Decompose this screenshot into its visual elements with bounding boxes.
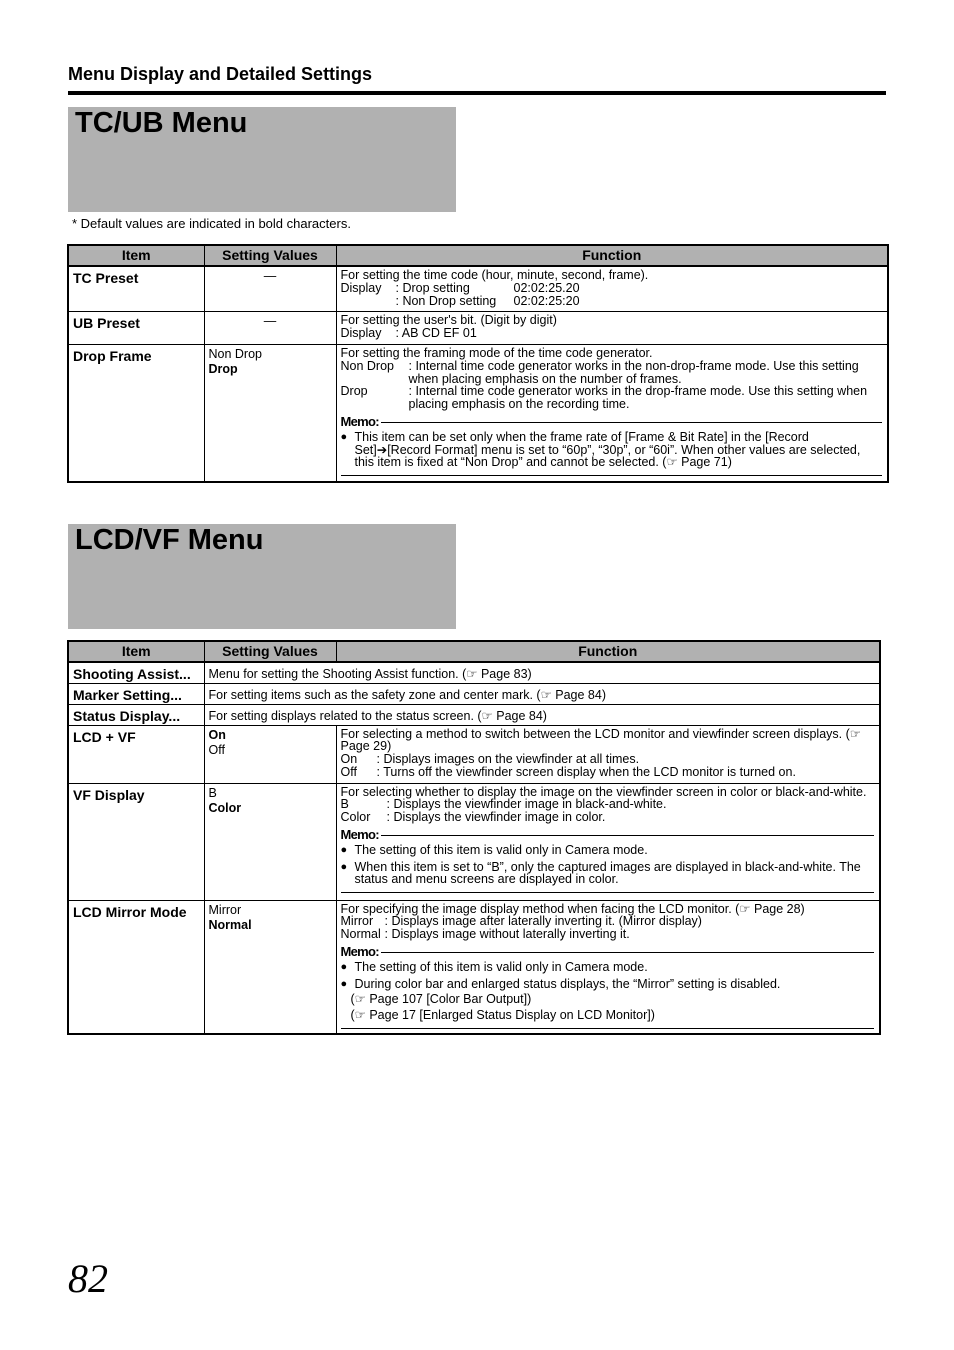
option-label: Normal (340, 927, 381, 942)
setting-value: Mirror (208, 902, 242, 917)
table-row (68, 266, 888, 312)
table-row (68, 900, 880, 1034)
bullet-icon: ● (340, 977, 348, 990)
option-desc: : Displays images on the viewfinder at all times. (376, 752, 640, 767)
table-row (68, 312, 888, 345)
tcub-title: TC/UB Menu (75, 107, 248, 139)
option-desc: : Turns off the viewfinder screen display when the LCD monitor is turned on. (376, 764, 796, 779)
option-label: Drop (340, 384, 368, 399)
function-cell (336, 900, 880, 1034)
item-name: UB Preset (68, 312, 204, 345)
memo-item: ● This item can be set only when the frame rate of [Frame & Bit Rate] in the [Record Set]➔[Record Format] menu is set to “60p”, “30p”, or “60i”. When other values are selected, this item is fixed at “Non Drop” and cannot be selected. (☞ Page 71) (340, 429, 861, 470)
tcub-table (67, 244, 889, 483)
function-text: For setting the user's bit. (Digit by digit) (340, 313, 557, 328)
display-label: Display (340, 280, 382, 295)
option-label: Mirror (340, 914, 374, 929)
memo-item: ● During color bar and enlarged status displays, the “Mirror” setting is disabled. (340, 976, 781, 991)
setting-values (204, 725, 336, 783)
option-desc: : Displays the viewfinder image in color. (386, 810, 606, 825)
option-label: On (340, 752, 358, 767)
function-text: For specifying the image display method when facing the LCD monitor. (☞ Page 28) (340, 901, 805, 916)
lcdvf-table (67, 640, 881, 1035)
col-header-item: Item (68, 245, 204, 266)
setting-value-default: Normal (208, 917, 252, 932)
function-cell (336, 725, 880, 783)
setting-value: Non Drop (208, 346, 262, 361)
item-name: Status Display... (68, 704, 204, 725)
option-desc: : Internal time code generator works in the drop-frame mode. Use this setting when placing emphasis on the recording time. (408, 384, 868, 412)
memo-end-rule (341, 892, 875, 893)
col-header-values: Setting Values (204, 245, 336, 266)
display-label: Display (340, 326, 382, 341)
page-reference: (☞ Page 107 [Color Bar Output]) (350, 992, 532, 1007)
setting-value: — (263, 314, 277, 329)
item-name: Shooting Assist... (68, 662, 204, 683)
function-text: For setting displays related to the status screen. (☞ Page 84) (204, 704, 880, 725)
table-row (68, 704, 880, 725)
memo-item: ● When this item is set to “B”, only the captured images are displayed in black-and-white. The status and menu screens are displayed in color. (340, 859, 861, 887)
lcdvf-title: LCD/VF Menu (75, 524, 264, 556)
memo-item: ● The setting of this item is valid only in Camera mode. (340, 842, 648, 857)
item-name: Drop Frame (68, 344, 204, 482)
memo-header: Memo: (341, 829, 875, 842)
function-text: For setting items such as the safety zone and center mark. (☞ Page 84) (204, 683, 880, 704)
function-text: Menu for setting the Shooting Assist function. (☞ Page 83) (204, 662, 880, 683)
item-name: VF Display (68, 783, 204, 900)
col-header-function: Function (336, 641, 880, 662)
table-row (68, 783, 880, 900)
table-row (68, 725, 880, 783)
memo-header: Memo: (341, 416, 883, 429)
bullet-icon: ● (340, 960, 348, 973)
table-row (68, 344, 888, 482)
header-rule (68, 91, 886, 95)
function-text: For selecting whether to display the image on the viewfinder screen in color or black-and-white. (340, 784, 867, 799)
table-row (68, 662, 880, 683)
bullet-icon: ● (340, 843, 348, 856)
function-text: For setting the time code (hour, minute, second, frame). (340, 268, 649, 282)
nondrop-setting-label: : Non Drop setting (395, 293, 497, 308)
memo-header: Memo: (341, 946, 875, 959)
memo-item: ● The setting of this item is valid only in Camera mode. (340, 959, 648, 974)
option-label: Color (340, 810, 371, 825)
page-reference: (☞ Page 17 [Enlarged Status Display on LCD Monitor]) (350, 1008, 655, 1023)
table-row (68, 683, 880, 704)
option-desc: : Displays the viewfinder image in black-and-white. (386, 797, 667, 812)
function-cell (336, 266, 888, 312)
bullet-icon: ● (340, 860, 348, 873)
tcub-title-box (68, 107, 456, 212)
item-name: TC Preset (68, 266, 204, 312)
display-value: : AB CD EF 01 (395, 326, 477, 341)
memo-end-rule (341, 475, 883, 476)
setting-value: B (208, 785, 217, 800)
function-text: For setting the framing mode of the time code generator. (340, 345, 653, 360)
function-cell (336, 344, 888, 482)
drop-setting-value: 02:02:25.20 (513, 280, 580, 295)
nondrop-setting-value: 02:02:25:20 (513, 293, 580, 308)
function-cell (336, 312, 888, 345)
setting-value-default: Drop (208, 361, 238, 376)
col-header-values: Setting Values (204, 641, 336, 662)
item-name: LCD + VF (68, 725, 204, 783)
option-desc: : Displays image after laterally inverting it. (Mirror display) (384, 914, 702, 929)
setting-values (204, 783, 336, 900)
setting-value-default: On (208, 727, 226, 742)
option-label: Non Drop (340, 358, 394, 373)
setting-values (204, 900, 336, 1034)
section-title: Menu Display and Detailed Settings (68, 64, 373, 84)
memo-end-rule (341, 1028, 875, 1029)
option-label: B (340, 797, 349, 812)
function-text: For selecting a method to switch between the LCD monitor and viewfinder screen displays. (☞ Page 29) (340, 726, 861, 754)
col-header-function: Function (336, 245, 888, 266)
bullet-icon: ● (340, 430, 348, 443)
setting-value: — (263, 269, 277, 283)
function-cell (336, 783, 880, 900)
item-name: Marker Setting... (68, 683, 204, 704)
drop-setting-label: : Drop setting (395, 280, 470, 295)
option-desc: : Internal time code generator works in the non-drop-frame mode. Use this setting when placing emphasis on the number of frames. (408, 358, 859, 386)
option-label: Off (340, 764, 357, 779)
option-desc: : Displays image without laterally inverting it. (384, 927, 630, 942)
page-number: 82 (68, 1256, 108, 1301)
default-note: * Default values are indicated in bold characters. (72, 216, 351, 231)
lcdvf-title-box (68, 524, 456, 629)
setting-value: Off (208, 742, 225, 757)
col-header-item: Item (68, 641, 204, 662)
setting-values (204, 344, 336, 482)
setting-value-default: Color (208, 800, 242, 815)
item-name: LCD Mirror Mode (68, 900, 204, 1034)
